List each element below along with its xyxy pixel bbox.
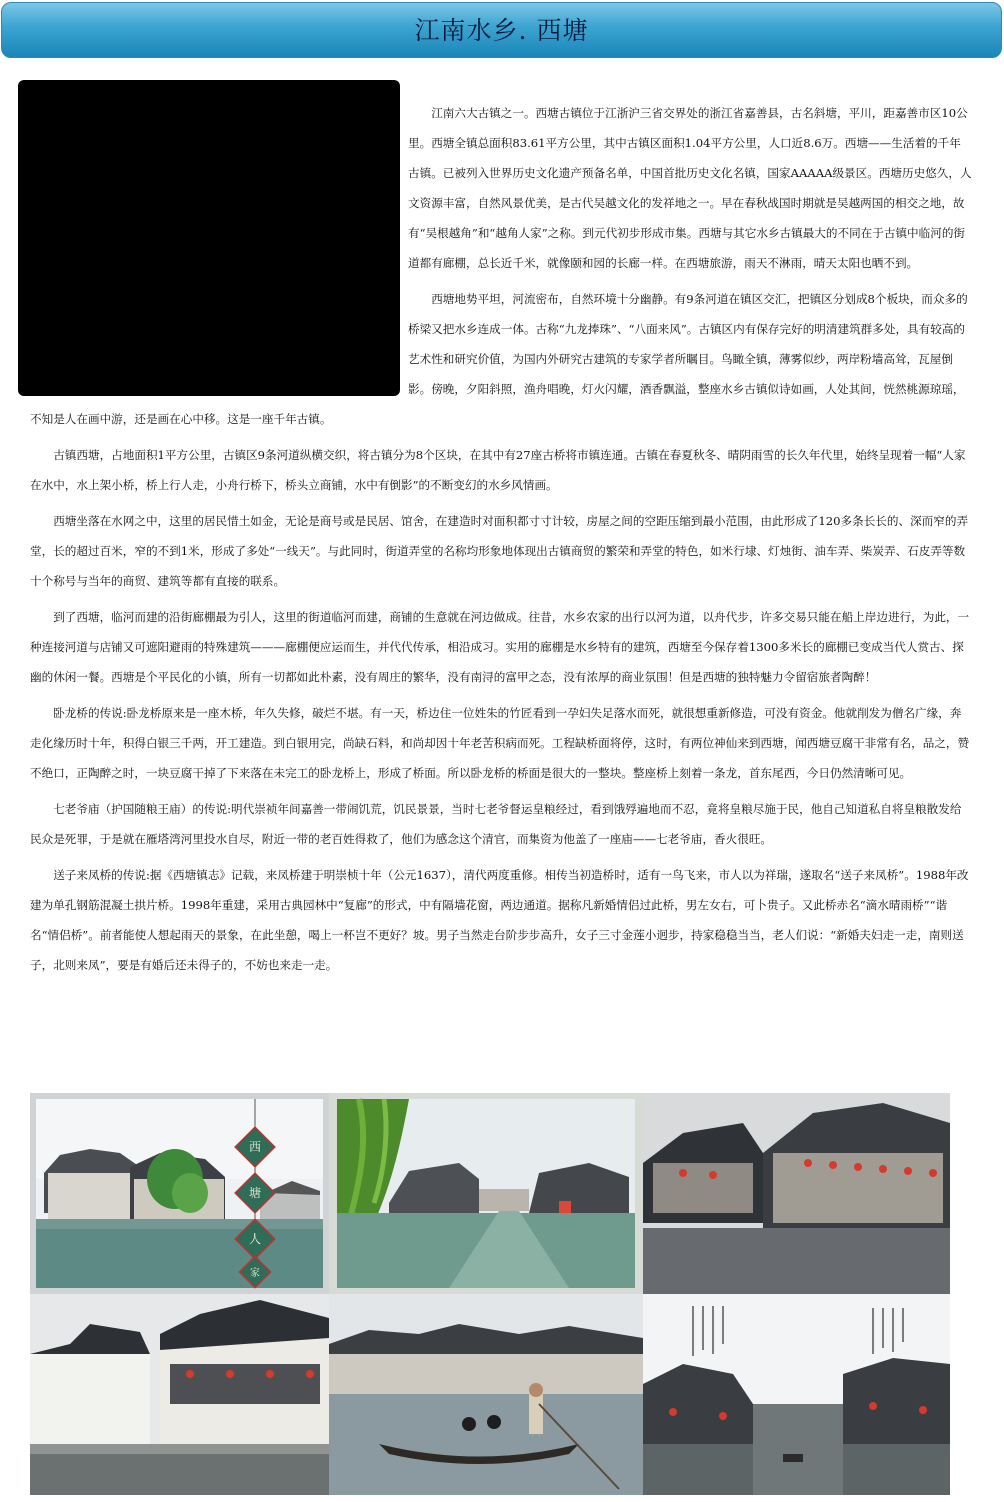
photo-lantern-houses-image (643, 1093, 950, 1294)
photo-whitewall-houses-image (30, 1294, 329, 1495)
photo-waterfront-sign (30, 1093, 329, 1294)
paragraph-lanes: 西塘坐落在水网之中，这里的居民惜土如金，无论是商号或是民居、馆舍，在建造时对面积都寸寸计较，房屋之间的空距压缩到最小范围，由此形成了120多条长长的、深而窄的弄堂，长的超过百米，窄的不到1米，形成了多处“一线天”。与此同时，街道弄堂的名称均形象地体现出古镇商贸的繁荣和弄堂的特色，如米行埭、灯烛街、油车弄、柴炭弄、石皮弄等数十个称号与当年的商贸、建筑等都有直接的联系。 (30, 514, 969, 588)
video-player[interactable] (18, 80, 400, 396)
photo-sign-text-4: 家 (250, 1268, 260, 1279)
photo-whitewall-houses (30, 1294, 329, 1495)
photo-calligraphy-canal-image (643, 1294, 950, 1495)
photo-willow-canal (329, 1093, 643, 1294)
paragraph-laifeng-bridge: 送子来凤桥的传说:据《西塘镇志》记载，来凤桥建于明崇桢十年（公元1637），清代两度重修。相传当初造桥时，适有一鸟飞来，市人以为祥瑞，遂取名“送子来凤桥”。1988年改建为单孔钢筋混凝土拱片桥。1998年重建，采用古典园林中“复廊”的形式，中有隔墙花窗，两边通道。据称凡新婚情侣过此桥，男左女右，可卜贵子。又此桥赤名“滴水晴雨桥”“谐名“情侣桥”。前者能使人想起雨天的景象，在此坐憩，喝上一杯岂不更好？坡。男子当然走台阶步步高升，女子三寸金莲小迥步，持家稳稳当当，老人们说：“新婚夫妇走一走，南则送子，北则来凤”，要是有婚后还未得子的，不妨也来走一走。 (30, 868, 969, 972)
paragraph-terrain: 西塘地势平坦，河流密布，自然环境十分幽静。有9条河道在镇区交汇，把镇区分划成8个板块，而众多的桥梁又把水乡连成一体。古称“九龙捧珠”、“八面来风”。古镇区内有保存完好的明清建筑群多处，具有较高的艺术性和研究价值，为国内外研究古建筑的专家学者所瞩目。鸟瞰全镇，薄雾似纱，两岸粉墙高耸，瓦屋倒影。傍晚，夕阳斜照，渔舟唱晚，灯火闪耀，酒香飘溢，整座水乡古镇似诗如画，人处其间，恍然桃源琼瑶，不知是人在画中游，还是画在心中移。这是一座千年古镇。 (30, 292, 968, 426)
photo-sign-text-3: 人 (248, 1232, 262, 1246)
paragraph-qilaoye-temple: 七老爷庙（护国随粮王庙）的传说:明代崇祯年间嘉善一带闹饥荒，饥民景景，当时七老爷督运皇粮经过，看到饿殍遍地而不忍，竟将皇粮尽施于民，他自己知道私自将皇粮散发给民众是死罪，于是就在雁塔湾河里投水自尽，附近一带的老百姓得救了，他们为感念这个清官，而集资为他盖了一座庙——七老爷庙，香火很旺。 (30, 802, 962, 846)
page-title: 江南水乡. 西塘 (414, 16, 589, 45)
photo-lantern-houses (643, 1093, 950, 1294)
paragraph-layout: 古镇西塘，占地面积1平方公里，古镇区9条河道纵横交织，将古镇分为8个区块，在其中有27座古桥将市镇连通。古镇在春夏秋冬、晴阴雨雪的长久年代里，始终呈现着一幅“人家在水中，水上架小桥，桥上行人走，小舟行桥下，桥头立商铺，水中有倒影”的不断变幻的水乡风情画。 (30, 448, 966, 492)
photo-boatman-image (329, 1294, 643, 1495)
photo-gallery (30, 1093, 950, 1495)
photo-boatman (329, 1294, 643, 1495)
title-bar (1, 2, 1002, 58)
paragraph-intro: 江南六大古镇之一。西塘古镇位于江浙沪三省交界处的浙江省嘉善县，古名斜塘，平川，距嘉善市区10公里。西塘全镇总面积83.61平方公里，其中古镇区面积1.04平方公里，人口近8.6万。西塘——生活着的千年古镇。已被列入世界历史文化遗产预备名单，中国首批历史文化名镇，国家AAAAA级景区。西塘历史悠久，人文资源丰富，自然风景优美，是古代吴越文化的发祥地之一。早在春秋战国时期就是吴越两国的相交之地，故有“吴根越角”和“越角人家”之称。到元代初步形成市集。西塘与其它水乡古镇最大的不同在于古镇中临河的街道都有廊棚，总长近千米，就像颐和园的长廊一样。在西塘旅游，雨天不淋雨，晴天太阳也晒不到。 (408, 106, 972, 270)
paragraph-corridors: 到了西塘，临河而建的沿街廊棚最为引人，这里的街道临河而建，商铺的生意就在河边做成。往昔，水乡农家的出行以河为道，以舟代步，许多交易只能在船上岸边进行，为此，一种连接河道与店铺又可遮阳避雨的特殊建筑———廊棚便应运而生，并代代传承，相沿成习。实用的廊棚是水乡特有的建筑，西塘至今保存着1300多米长的廊棚已变成当代人赏古、探幽的休闲一餐。西塘是个平民化的小镇，所有一切都如此朴素，没有周庄的繁华，没有南浔的富甲之态，没有浓厚的商业氛围！但是西塘的独特魅力令留宿旅者陶醉！ (30, 610, 970, 684)
photo-sign-text-1: 西 (248, 1140, 262, 1154)
photo-willow-canal-image (329, 1093, 643, 1294)
article-content (30, 98, 972, 986)
photo-sign-text-2: 塘 (248, 1186, 262, 1200)
photo-calligraphy-canal (643, 1294, 950, 1495)
paragraph-wolong-bridge: 卧龙桥的传说:卧龙桥原来是一座木桥，年久失修，破烂不堪。有一天，桥边住一位姓朱的竹匠看到一孕妇失足落水而死，就很想重新修造，可没有资金。他就削发为僧名广缘，奔走化缘历时十年，积得白银三千两，开工建造。到白银用完，尚缺石料，和尚却因十年老苦积病而死。工程缺桥面将停，这时，有两位神仙来到西塘，闻西塘豆腐干非常有名，品之，赞不绝口，正陶醉之时，一块豆腐干掉了下来落在未完工的卧龙桥上，形成了桥面。所以卧龙桥的桥面是很大的一整块。整座桥上刻着一条龙，首东尾西，今日仍然清晰可见。 (30, 706, 970, 780)
photo-waterfront-sign-image (30, 1093, 329, 1294)
